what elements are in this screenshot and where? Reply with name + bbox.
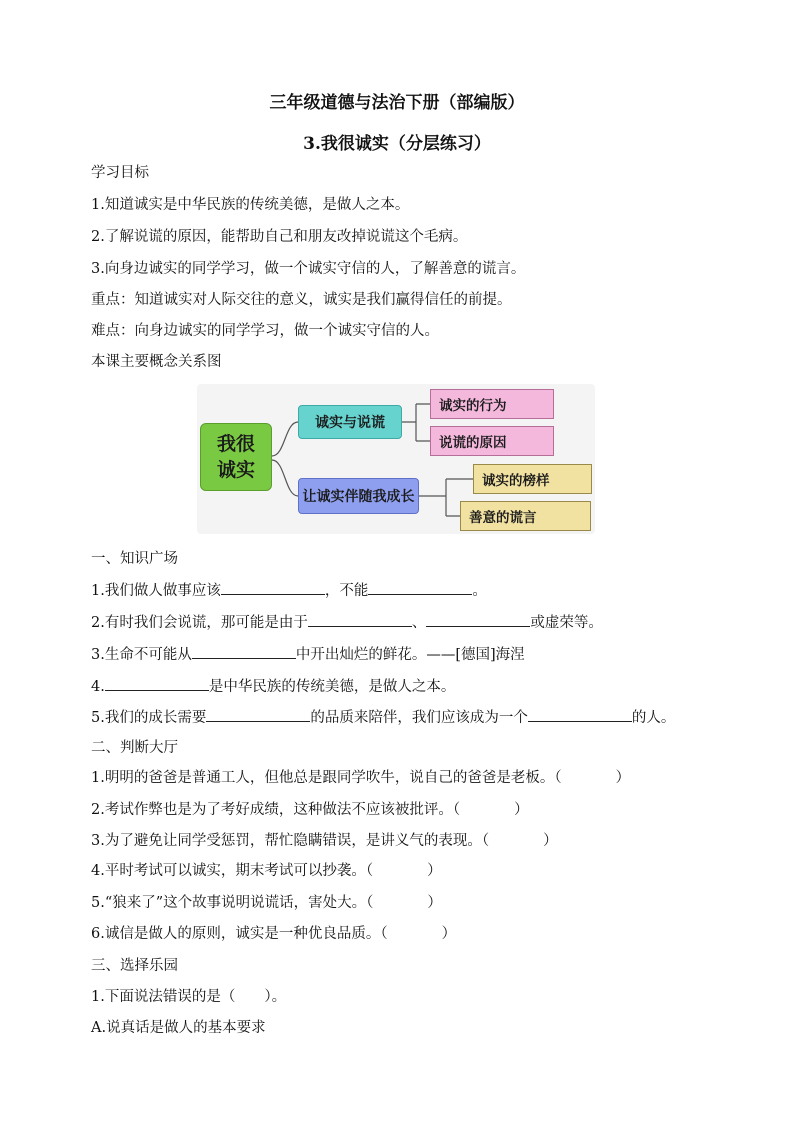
map-leaf-lying-reasons: 说谎的原因: [430, 426, 554, 456]
objective-item: 3.向身边诚实的同学学习，做一个诚实守信的人，了解善意的谎言。: [91, 261, 526, 277]
choice-question-1: 1.下面说法错误的是（ ）。: [91, 989, 287, 1005]
judge-question-6: [91, 924, 456, 944]
q4-text-b: 是中华民族的传统美德，是做人之本。: [208, 679, 456, 695]
map-root-line2: 诚实: [216, 459, 255, 481]
fill-question-2: [91, 612, 603, 633]
judge-text: 3.为了避免让同学受惩罚，帮忙隐瞒错误，是讲义气的表现。（: [91, 833, 490, 849]
objective-item: 2.了解说谎的原因，能帮助自己和朋友改掉说谎这个毛病。: [91, 229, 468, 245]
q1-text-a: 1.我们做人做事应该: [91, 583, 221, 599]
answer-blank[interactable]: [426, 612, 530, 627]
fill-question-5: [91, 707, 675, 728]
judge-question-2: [91, 800, 529, 820]
section3-heading: 三、选择乐园: [91, 958, 178, 974]
answer-blank[interactable]: [105, 676, 209, 691]
map-branch-grow-honest: 让诚实伴随我成长: [298, 478, 419, 514]
judge-question-1: [91, 768, 630, 788]
objectives-heading: 学习目标: [91, 165, 149, 181]
map-root-line1: 我很: [216, 433, 255, 455]
judge-question-3: [91, 831, 558, 851]
answer-blank[interactable]: [221, 580, 325, 595]
document-subtitle: 3.我很诚实（分层练习）: [303, 134, 491, 154]
q3-text-a: 3.生命不可能从: [91, 647, 192, 663]
q1-text-c: 。: [472, 583, 487, 599]
judge-question-5: [91, 893, 442, 913]
q2-text-c: 或虚荣等。: [530, 615, 603, 631]
paren-close: ）: [514, 802, 529, 818]
paren-close: ）: [615, 770, 631, 786]
fill-question-1: [91, 580, 487, 601]
judge-text: 1.明明的爸爸是普通工人，但他总是跟同学吹牛，说自己的爸爸是老板。（: [91, 770, 562, 786]
q1-text-b: ，不能: [324, 583, 369, 599]
fill-question-4: [91, 676, 455, 697]
judge-text: 5.“狼来了”这个故事说明说谎话，害处大。（: [91, 895, 374, 911]
concept-map: [197, 384, 595, 534]
paren-close: ）: [543, 833, 558, 849]
section2-heading: 二、判断大厅: [91, 740, 178, 756]
choice-option-a: A.说真话是做人的基本要求: [91, 1020, 266, 1036]
judge-text: 2.考试作弊也是为了考好成绩，这种做法不应该被批评。（: [91, 802, 461, 818]
q2-text-a: 2.有时我们会说谎，那可能是由于: [91, 615, 308, 631]
answer-blank[interactable]: [206, 707, 310, 722]
map-leaf-honest-behavior: 诚实的行为: [430, 389, 554, 419]
paren-close: ）: [427, 895, 442, 911]
q5-text-c: 的人。: [631, 710, 676, 726]
objective-item: 1.知道诚实是中华民族的传统美德，是做人之本。: [91, 197, 410, 213]
q2-text-b: 、: [411, 615, 427, 631]
section1-heading: 一、知识广场: [91, 551, 178, 567]
q3-text-b: 中开出灿烂的鲜花。——[德国]海涅: [295, 647, 525, 663]
fill-question-3: [91, 644, 525, 665]
document-title: 三年级道德与法治下册（部编版）: [269, 93, 525, 113]
map-leaf-honest-role-model: 诚实的榜样: [473, 464, 592, 494]
judge-text: 4.平时考试可以诚实，期末考试可以抄袭。（: [91, 863, 374, 879]
key-point: 重点：知道诚实对人际交往的意义，诚实是我们赢得信任的前提。: [91, 292, 512, 308]
paren-close: ）: [441, 926, 457, 942]
map-root-node: [200, 423, 272, 491]
map-branch-honesty-lying: 诚实与说谎: [298, 405, 402, 439]
answer-blank[interactable]: [528, 707, 632, 722]
answer-blank[interactable]: [192, 644, 296, 659]
paren-close: ）: [427, 863, 442, 879]
map-caption: 本课主要概念关系图: [91, 354, 222, 370]
judge-question-4: [91, 861, 442, 881]
q5-text-b: 的品质来陪伴，我们应该成为一个: [310, 710, 528, 726]
q5-text-a: 5.我们的成长需要: [91, 710, 207, 726]
difficulty-point: 难点：向身边诚实的同学学习，做一个诚实守信的人。: [91, 323, 439, 339]
answer-blank[interactable]: [308, 612, 412, 627]
q4-text-a: 4.: [91, 679, 105, 695]
map-leaf-white-lie: 善意的谎言: [460, 501, 591, 531]
answer-blank[interactable]: [368, 580, 472, 595]
judge-text: 6.诚信是做人的原则，诚实是一种优良品质。（: [91, 926, 388, 942]
